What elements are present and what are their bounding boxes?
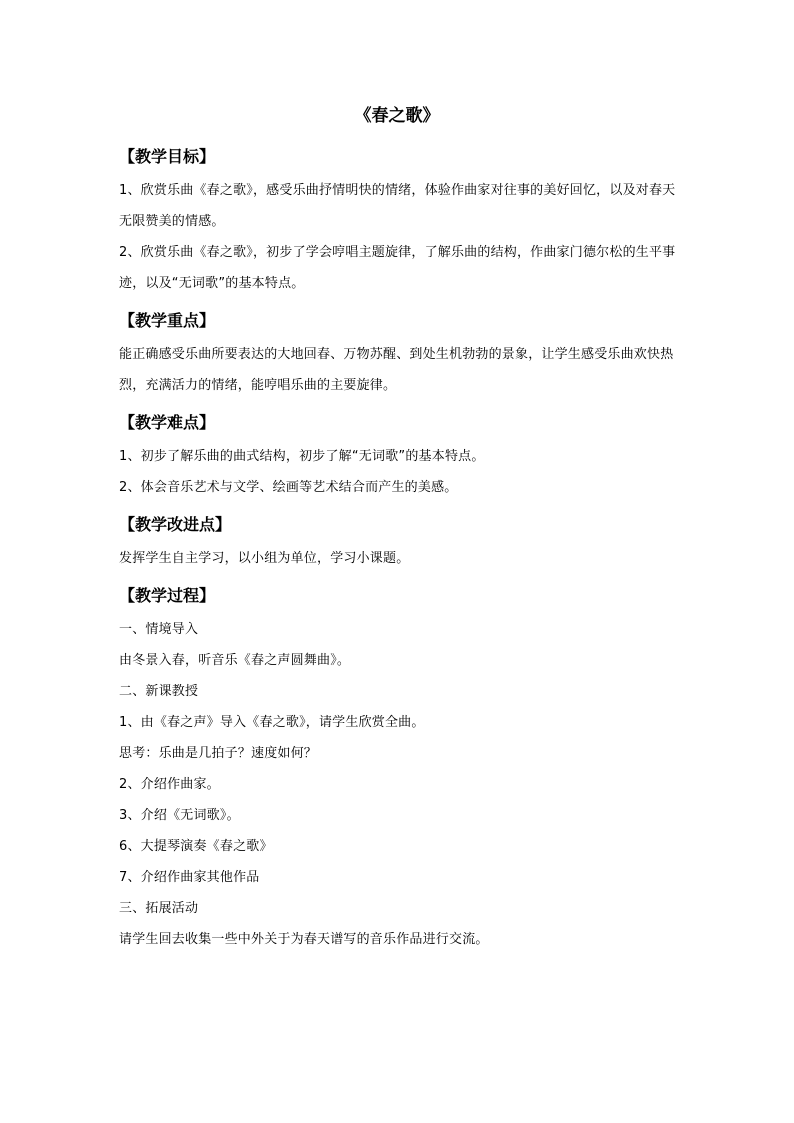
paragraph: 三、拓展活动 [119, 901, 199, 916]
paragraph: 2、介绍作曲家。 [119, 777, 220, 792]
paragraph: 7、介绍作曲家其他作品 [119, 870, 260, 885]
section-heading: 【教学难点】 [119, 413, 216, 432]
section-heading: 【教学过程】 [119, 586, 216, 605]
paragraph: 能正确感受乐曲所要表达的大地回春、万物苏醒、到处生机勃勃的景象，让学生感受乐曲欢快热烈，充满活力的情绪，能哼唱乐曲的主要旋律。 [119, 347, 674, 393]
paragraph: 1、欣赏乐曲《春之歌》，感受乐曲抒情明快的情绪，体验作曲家对往事的美好回忆，以及对春天无限赞美的情感。 [119, 183, 676, 229]
document-title: 《春之歌》 [354, 106, 440, 126]
paragraph: 6、大提琴演奏《春之歌》 [119, 839, 273, 854]
section-heading: 【教学改进点】 [119, 515, 232, 534]
paragraph: 1、初步了解乐曲的曲式结构，初步了解“无词歌”的基本特点。 [119, 449, 485, 464]
paragraph: 一、情境导入 [119, 622, 199, 637]
paragraph: 1、由《春之声》导入《春之歌》，请学生欣赏全曲。 [119, 715, 425, 730]
section-heading: 【教学目标】 [119, 147, 216, 166]
paragraph: 二、新课教授 [119, 684, 199, 699]
paragraph: 2、体会音乐艺术与文学、绘画等艺术结合而产生的美感。 [119, 480, 458, 495]
section-heading: 【教学重点】 [119, 311, 216, 330]
section-difficulties [119, 411, 679, 503]
section-key-points [119, 309, 679, 401]
paragraph: 2、欣赏乐曲《春之歌》，初步了学会哼唱主题旋律，了解乐曲的结构，作曲家门德尔松的生平事迹，以及“无词歌”的基本特点。 [119, 245, 676, 291]
paragraph: 由冬景入春，听音乐《春之声圆舞曲》。 [119, 653, 351, 668]
section-improvements [119, 513, 679, 574]
section-teaching-process [119, 584, 679, 955]
document-body [119, 145, 679, 955]
paragraph: 发挥学生自主学习，以小组为单位，学习小课题。 [119, 551, 410, 566]
paragraph: 思考：乐曲是几拍子？速度如何？ [119, 746, 318, 761]
section-teaching-goals [119, 145, 679, 299]
paragraph: 请学生回去收集一些中外关于为春天谱写的音乐作品进行交流。 [119, 932, 489, 947]
paragraph: 3、介绍《无词歌》。 [119, 808, 240, 823]
